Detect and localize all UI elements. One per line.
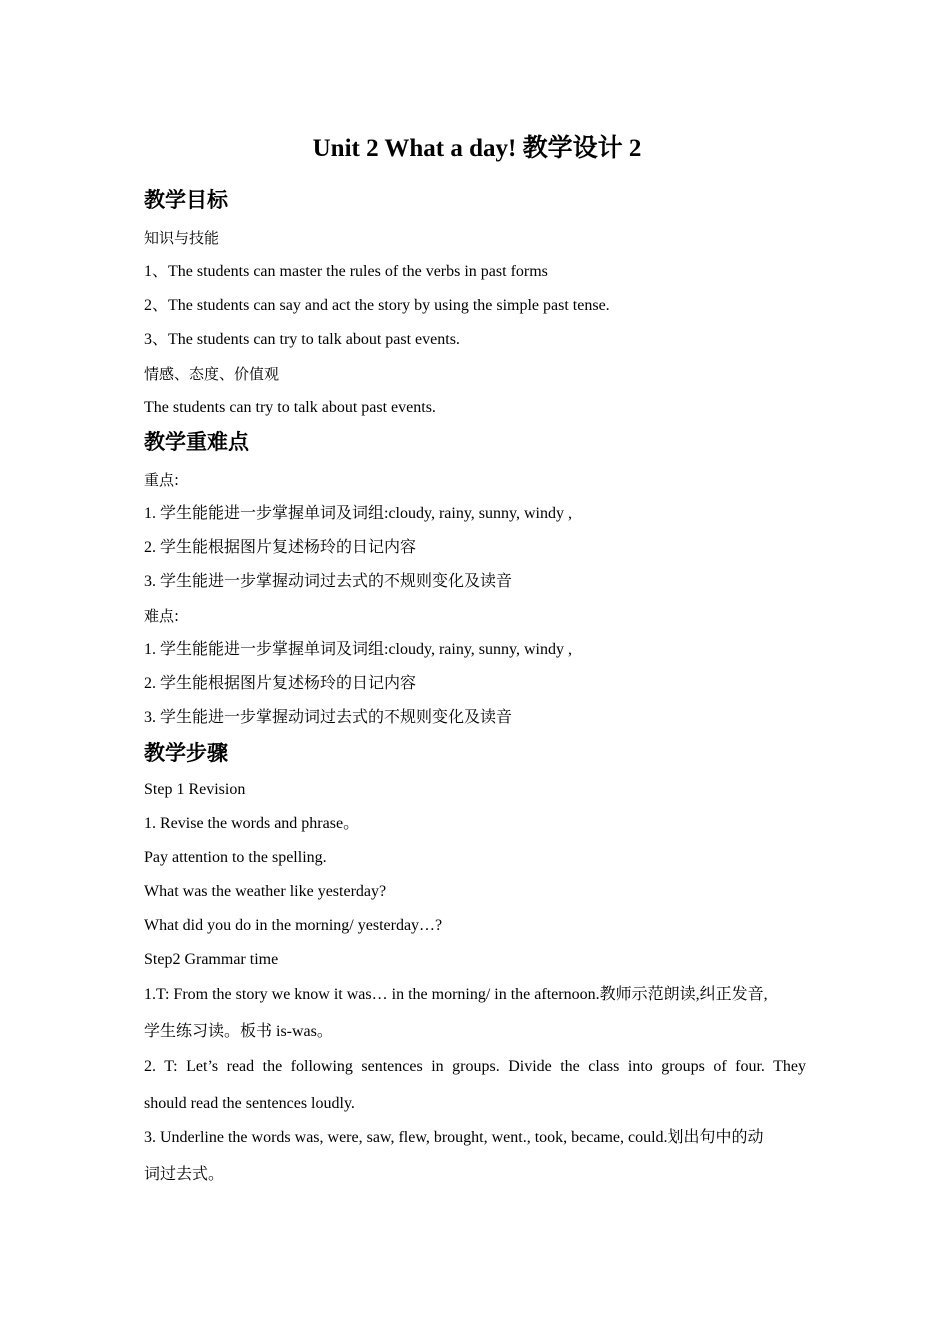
step1-line-4: What did you do in the morning/ yesterday…?: [144, 917, 443, 934]
difficulty-item-2: 2. 学生能根据图片复述杨玲的日记内容: [144, 675, 417, 692]
step1-line-1: 1. Revise the words and phrase。: [144, 815, 360, 832]
label-knowledge-skills: 知识与技能: [144, 229, 220, 247]
label-focus: 重点:: [144, 471, 180, 489]
objective-item-3: 3、The students can try to talk about past events.: [144, 331, 460, 348]
step1-line-2: Pay attention to the spelling.: [144, 849, 327, 866]
focus-item-2: 2. 学生能根据图片复述杨玲的日记内容: [144, 539, 417, 556]
heading-steps: 教学步骤: [144, 741, 228, 765]
focus-item-3: 3. 学生能进一步掌握动词过去式的不规则变化及读音: [144, 573, 513, 590]
step2-item2-line2: should read the sentences loudly.: [144, 1095, 355, 1112]
document-title: Unit 2 What a day! 教学设计 2: [312, 135, 642, 162]
step1-title: Step 1 Revision: [144, 781, 246, 798]
objective-item-2: 2、The students can say and act the story by using the simple past tense.: [144, 297, 610, 314]
step1-line-3: What was the weather like yesterday?: [144, 883, 387, 900]
step2-item3-line1: 3. Underline the words was, were, saw, flew, brought, went., took, became, could.划出句中的动: [144, 1129, 764, 1146]
emotion-text: The students can try to talk about past events.: [144, 399, 436, 416]
step2-item2-line1: 2. T: Let’s read the following sentences in groups. Divide the class into groups of four. They: [144, 1058, 806, 1075]
heading-objectives: 教学目标: [144, 188, 228, 212]
step2-title: Step2 Grammar time: [144, 951, 279, 968]
step2-item1-line1: 1.T: From the story we know it was… in the morning/ in the afternoon.教师示范朗读,纠正发音,: [144, 986, 768, 1003]
step2-item3-line2: 词过去式。: [144, 1166, 225, 1183]
focus-item-1: 1. 学生能能进一步掌握单词及词组:cloudy, rainy, sunny, windy ,: [144, 505, 572, 522]
heading-key-points: 教学重难点: [144, 430, 249, 454]
difficulty-item-3: 3. 学生能进一步掌握动词过去式的不规则变化及读音: [144, 709, 513, 726]
label-difficulty: 难点:: [144, 607, 180, 625]
objective-item-1: 1、The students can master the rules of the verbs in past forms: [144, 263, 548, 280]
step2-item1-line2: 学生练习读。板书 is-was。: [144, 1023, 333, 1040]
label-emotion-values: 情感、态度、价值观: [144, 365, 280, 383]
difficulty-item-1: 1. 学生能能进一步掌握单词及词组:cloudy, rainy, sunny, windy ,: [144, 641, 572, 658]
